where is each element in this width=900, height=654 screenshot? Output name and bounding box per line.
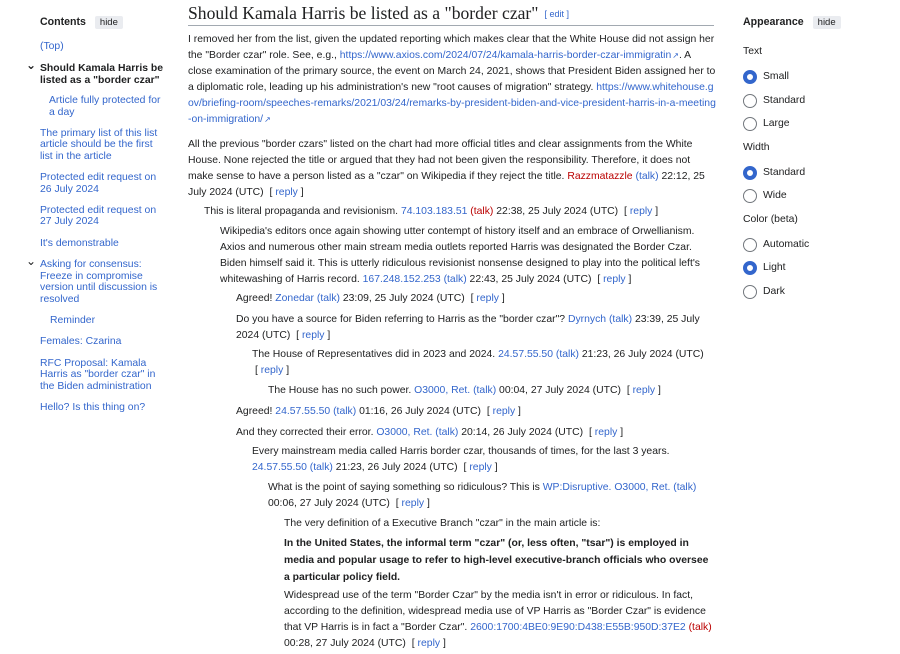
comment-text: And they corrected their error. <box>236 427 374 438</box>
comment-4 <box>236 291 716 307</box>
text-size-label: Text <box>743 46 763 57</box>
comment-12 <box>284 588 716 652</box>
comment-3 <box>220 224 716 288</box>
talk-link[interactable]: (talk) <box>443 274 467 285</box>
toc-item-edit-request-26[interactable]: Protected edit request on 26 July 2024 <box>40 172 157 195</box>
toc-item-edit-request-27[interactable]: Protected edit request on 27 July 2024 <box>40 205 157 228</box>
comment-12-intro: The very definition of a Executive Branch "czar" in the main article is: <box>284 518 601 529</box>
comment-text: The House of Representatives did in 2023 and 2024. <box>252 349 496 360</box>
reply-link[interactable]: reply <box>594 427 618 438</box>
user-link-ip[interactable]: 167.248.152.253 <box>362 274 441 285</box>
reply-button[interactable]: [ reply ] <box>296 330 331 341</box>
reply-link[interactable]: reply <box>275 187 298 198</box>
toc-item-demonstrable[interactable]: It's demonstrable <box>40 237 119 249</box>
toc-item-reminder[interactable]: Reminder <box>50 314 96 326</box>
toc-item-primary-list[interactable]: The primary list of this list article should be the first list in the article <box>40 128 158 162</box>
option-label: Standard <box>763 94 806 106</box>
option-label: Light <box>763 262 786 273</box>
comment-5 <box>236 312 716 344</box>
option-label: Large <box>763 118 790 129</box>
toc-item-consensus[interactable] <box>26 254 165 305</box>
color-label: Color (beta) <box>743 213 798 225</box>
comment-7 <box>268 383 716 399</box>
talk-link[interactable]: (talk) <box>688 622 712 633</box>
chevron-down-icon[interactable]: ⌄ <box>26 254 37 269</box>
option-label: Dark <box>763 285 785 297</box>
talk-link[interactable]: (talk) <box>435 427 459 438</box>
toc-item-fully-protected[interactable]: Article fully protected for a day <box>49 95 161 118</box>
reply-link[interactable]: reply <box>417 638 441 649</box>
reply-button[interactable]: [ reply ] <box>486 406 521 417</box>
toc-item-border-czar[interactable] <box>26 58 165 86</box>
section-heading <box>188 2 569 25</box>
toc-item-females-czarina[interactable]: Females: Czarina <box>40 336 122 348</box>
option-label: Automatic <box>763 238 810 250</box>
reply-link[interactable]: reply <box>632 385 656 396</box>
text-size-standard-option[interactable] <box>743 93 873 109</box>
comment-6 <box>252 347 716 379</box>
talk-link[interactable]: (talk) <box>673 482 697 493</box>
heading-divider <box>188 25 714 26</box>
timestamp: 21:23, 26 July 2024 (UTC) <box>581 349 704 360</box>
appearance-heading: Appearance <box>743 16 804 28</box>
reply-button[interactable]: [ reply ] <box>626 385 661 396</box>
talk-link[interactable]: (talk) <box>316 293 340 304</box>
timestamp: 22:43, 25 July 2024 (UTC) <box>469 274 592 285</box>
reply-link[interactable]: reply <box>476 293 499 304</box>
option-label: Standard <box>763 166 806 178</box>
reply-link[interactable]: reply <box>401 498 425 509</box>
timestamp: 00:28, 27 July 2024 (UTC) <box>284 638 406 649</box>
reply-link[interactable]: reply <box>301 330 325 341</box>
toc-item-hello[interactable]: Hello? Is this thing on? <box>40 401 146 413</box>
radio-icon[interactable] <box>743 189 757 203</box>
talk-link[interactable]: (talk) <box>608 314 633 325</box>
option-label: Wide <box>763 190 787 201</box>
timestamp: 23:09, 25 July 2024 (UTC) <box>342 293 465 304</box>
reply-button[interactable]: [ reply ] <box>597 274 632 285</box>
reply-link[interactable]: reply <box>603 274 626 285</box>
reply-button[interactable]: [ reply ] <box>269 187 304 198</box>
comment-10 <box>252 444 716 476</box>
talk-link[interactable]: (talk) <box>309 462 333 473</box>
reply-button[interactable]: [ reply ] <box>463 462 498 473</box>
timestamp: 00:04, 27 July 2024 (UTC) <box>499 385 621 396</box>
comment-text: All the previous "border czars" listed on the chart had more official titles and clear assignments from the White House. None rejected the title or argued that they had not been given the responsibility. Therefore, it does not make sense to have a person listed as a "czar" on Wikipedia if they reject the title. <box>188 139 693 182</box>
width-wide-option[interactable] <box>743 188 873 204</box>
option-label: Small <box>763 71 789 82</box>
edit-section-link[interactable]: [ edit ] <box>544 9 569 19</box>
talk-link[interactable]: (talk) <box>473 385 497 396</box>
timestamp: 20:14, 26 July 2024 (UTC) <box>461 427 584 438</box>
whitehouse-link[interactable]: https://www.whitehouse.gov/briefing-room/speeches-remarks/2021/03/24/remarks-by-president-biden-and-vice-president-harris-in-a-meeting-on-immigration/ ↗ <box>188 82 716 125</box>
talk-link[interactable]: (talk) <box>470 206 494 217</box>
reply-button[interactable]: [ reply ] <box>411 638 446 649</box>
appearance-panel <box>743 14 873 307</box>
toc-item-label: Asking for consensus: Freeze in compromise version until discussion is resolved <box>40 259 158 305</box>
user-link-o3000[interactable]: O3000, Ret. <box>614 482 671 493</box>
radio-selected-icon[interactable] <box>743 261 757 275</box>
timestamp: 01:16, 26 July 2024 (UTC) <box>359 406 481 417</box>
comment-text: The House has no such power. <box>268 385 412 396</box>
timestamp: 21:23, 26 July 2024 (UTC) <box>335 462 458 473</box>
user-link-o3000[interactable]: O3000, Ret. <box>376 427 433 438</box>
radio-selected-icon[interactable] <box>743 166 757 180</box>
comment-text: I removed her from the list, given the updated reporting which makes clear that the White House did not assign her the "Border czar" role. See, e.g., <box>188 34 715 61</box>
comment-text: Agreed! <box>236 406 273 417</box>
reply-button[interactable]: [ reply ] <box>624 206 659 217</box>
talk-link[interactable]: (talk) <box>555 349 579 360</box>
wp-disruptive-link[interactable]: WP:Disruptive. <box>542 482 612 493</box>
reply-button[interactable]: [ reply ] <box>589 427 624 438</box>
reply-link[interactable]: reply <box>469 462 492 473</box>
timestamp: 23:39, 25 July 2024 (UTC) <box>236 314 700 341</box>
reply-button[interactable]: [ reply ] <box>395 498 430 509</box>
page-title: Should Kamala Harris be listed as a "border czar" <box>188 3 539 23</box>
toc-hide-button[interactable]: hide <box>95 16 123 29</box>
comment-1 <box>188 32 716 128</box>
color-light-option[interactable] <box>743 260 873 276</box>
timestamp: 22:38, 25 July 2024 (UTC) <box>496 206 619 217</box>
timestamp: 00:06, 27 July 2024 (UTC) <box>268 498 390 509</box>
user-link-ip[interactable]: 74.103.183.51 <box>400 206 468 217</box>
toc-heading: Contents <box>40 16 86 28</box>
comment-text: Wikipedia's editors once again showing utter contempt of history itself and an embrace of Orwellianism. Axios and numerous other main stream media outlets reported Harris was designated the Border Czar. Biden himself said it. This is utterly ridiculous revisionist nonsense designed to play into the political left's whitewashing of Harris record. <box>220 226 701 285</box>
color-dark-option[interactable] <box>743 284 873 300</box>
appearance-hide-button[interactable]: hide <box>813 16 841 29</box>
user-link-dyrnych[interactable]: Dyrnych <box>567 314 607 325</box>
comment-text: Agreed! <box>236 293 273 304</box>
reply-link[interactable]: reply <box>492 406 516 417</box>
user-link-ip[interactable]: 24.57.55.50 <box>275 406 331 417</box>
comment-1-continued <box>188 137 716 201</box>
color-automatic-option[interactable] <box>743 237 873 253</box>
timestamp: 22:12, 25 July 2024 (UTC) <box>188 171 705 198</box>
radio-icon[interactable] <box>743 238 757 252</box>
user-link-zonedar[interactable]: Zonedar <box>275 293 314 304</box>
appearance-header <box>743 14 873 30</box>
comment-text: Every mainstream media called Harris border czar, thousands of times, for the last 3 years. <box>252 446 670 457</box>
reply-button[interactable]: [ reply ] <box>470 293 505 304</box>
text-size-large-option[interactable] <box>743 116 873 132</box>
toc-item-top[interactable]: (Top) <box>40 41 64 52</box>
width-standard-option[interactable] <box>743 165 873 181</box>
chevron-down-icon[interactable]: ⌄ <box>26 58 37 73</box>
quoted-definition: In the United States, the informal term "czar" (or, less often, "tsar") is employed in media and popular usage to refer to high-level executive-branch officials who oversee a particular policy field. <box>284 538 709 583</box>
table-of-contents <box>26 14 165 413</box>
user-link-ip[interactable]: 24.57.55.50 <box>498 349 553 360</box>
comment-9 <box>236 425 716 441</box>
reply-link[interactable]: reply <box>260 365 284 376</box>
reply-button[interactable]: [ reply ] <box>255 365 290 376</box>
user-link-ipv6[interactable]: 2600:1700:4BE0:9E90:D438:E55B:950D:37E2 <box>470 622 686 633</box>
comment-text: . A close examination of the primary source, the event on March 24, 2021, shows that President Biden assigned her to a diplomatic role, leading up his administration's new "root causes of migration" strategy. <box>188 50 716 93</box>
comment-8 <box>236 404 716 420</box>
axios-link[interactable]: https://www.axios.com/2024/07/24/kamala-harris-border-czar-immigratin ↗ <box>340 50 679 61</box>
comment-text: This is literal propaganda and revisionism. <box>204 206 399 217</box>
text-size-small-option[interactable] <box>743 69 873 85</box>
radio-icon[interactable] <box>743 285 757 299</box>
toc-header <box>40 14 165 30</box>
user-link-o3000[interactable]: O3000, Ret. <box>414 385 471 396</box>
radio-selected-icon[interactable] <box>743 70 757 84</box>
comment-2 <box>204 204 716 220</box>
radio-icon[interactable] <box>743 117 757 131</box>
user-link-ip[interactable]: 24.57.55.50 <box>252 462 307 473</box>
talk-link[interactable]: (talk) <box>635 171 659 182</box>
comment-11 <box>268 480 716 512</box>
talk-link[interactable]: (talk) <box>333 406 357 417</box>
comment-text: What is the point of saying something so ridiculous? This is <box>268 482 540 493</box>
user-link-razzmatazzle[interactable]: Razzmatazzle <box>567 171 633 182</box>
comment-text: Do you have a source for Biden referring to Harris as the "border czar"? <box>236 314 566 325</box>
toc-item-label: Should Kamala Harris be listed as a "border czar" <box>40 63 163 86</box>
reply-link[interactable]: reply <box>629 206 653 217</box>
radio-icon[interactable] <box>743 94 757 108</box>
comment-text: Widespread use of the term "Border Czar" by the media isn't in error or ridiculous. In fact, according to the definition, widespread media use of VP Harris as "Border Czar" is evidence that VP Harris is in fact a "Border Czar". <box>284 590 706 633</box>
toc-item-rfc-proposal[interactable]: RFC Proposal: Kamala Harris as "border czar" in the Biden administration <box>40 357 156 392</box>
width-label: Width <box>743 141 770 153</box>
